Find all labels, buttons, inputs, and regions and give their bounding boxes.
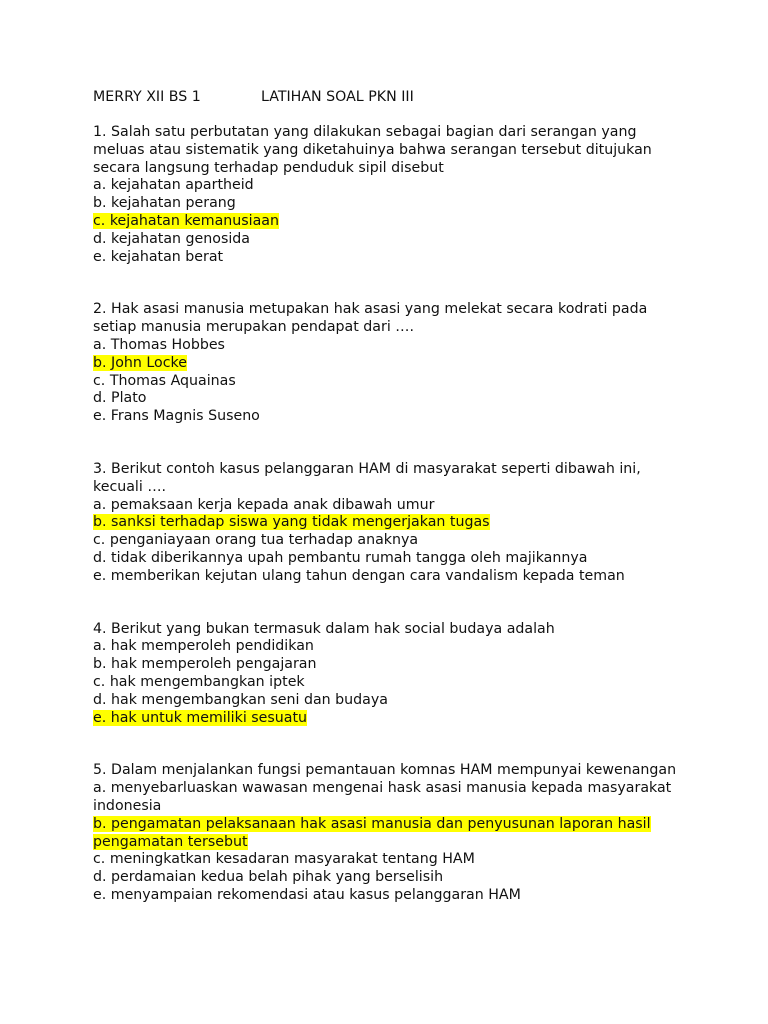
question-text: 4. Berikut yang bukan termasuk dalam hak social budaya adalah bbox=[93, 620, 555, 637]
option-b-answer bbox=[93, 514, 683, 532]
option-a: a. Thomas Hobbes bbox=[93, 336, 225, 353]
option-e: e. memberikan kejutan ulang tahun dengan cara vandalism kepada teman bbox=[93, 567, 625, 584]
option-c-answer bbox=[93, 213, 683, 231]
question-text: 2. Hak asasi manusia metupakan hak asasi yang melekat secara kodrati pada setiap manusia merupakan pendapat dari …. bbox=[93, 301, 648, 336]
option-e-answer bbox=[93, 710, 683, 728]
option-a: a. hak memperoleh pendidikan bbox=[93, 638, 314, 655]
option-b-answer bbox=[93, 816, 683, 852]
option-c: c. meningkatkan kesadaran masyarakat tentang HAM bbox=[93, 851, 475, 868]
question-1 bbox=[93, 124, 683, 266]
question-5 bbox=[93, 762, 683, 904]
option-d: d. Plato bbox=[93, 390, 147, 407]
option-b-answer bbox=[93, 355, 683, 373]
answer-highlight: b. sanksi terhadap siswa yang tidak mengerjakan tugas bbox=[93, 514, 490, 531]
option-d: d. perdamaian kedua belah pihak yang berselisih bbox=[93, 869, 444, 886]
header-student-name: MERRY XII BS 1 bbox=[93, 89, 201, 105]
option-a: a. menyebarluaskan wawasan mengenai hask asasi manusia kepada masyarakat indonesia bbox=[93, 780, 672, 814]
option-b: b. kejahatan perang bbox=[93, 195, 236, 212]
answer-highlight: e. hak untuk memiliki sesuatu bbox=[93, 709, 308, 726]
option-a: a. pemaksaan kerja kepada anak dibawah umur bbox=[93, 496, 435, 513]
question-3 bbox=[93, 461, 683, 586]
document-header bbox=[93, 89, 683, 107]
option-c: c. hak mengembangkan iptek bbox=[93, 673, 305, 690]
option-e: e. Frans Magnis Suseno bbox=[93, 408, 260, 425]
document-content bbox=[93, 89, 683, 940]
answer-highlight: b. pengamatan pelaksanaan hak asasi manusia dan penyusunan laporan hasil pengamatan tersebut bbox=[93, 815, 651, 850]
answer-highlight: b. John Locke bbox=[93, 354, 187, 371]
option-b: b. hak memperoleh pengajaran bbox=[93, 656, 317, 673]
option-e: e. kejahatan berat bbox=[93, 248, 224, 265]
option-c: c. Thomas Aquainas bbox=[93, 372, 236, 389]
answer-highlight: c. kejahatan kemanusiaan bbox=[93, 212, 279, 229]
option-e: e. menyampaian rekomendasi atau kasus pelanggaran HAM bbox=[93, 886, 521, 903]
question-text: 3. Berikut contoh kasus pelanggaran HAM di masyarakat seperti dibawah ini, kecuali …. bbox=[93, 460, 641, 495]
option-d: d. kejahatan genosida bbox=[93, 230, 250, 247]
option-d: d. hak mengembangkan seni dan budaya bbox=[93, 691, 388, 708]
question-2 bbox=[93, 301, 683, 426]
question-text: 1. Salah satu perbutatan yang dilakukan sebagai bagian dari serangan yang meluas atau sistematik yang diketahuinya bahwa serangan tersebut ditujukan secara langsung terhadap penduduk sipil disebut bbox=[93, 124, 652, 176]
header-title: LATIHAN SOAL PKN III bbox=[261, 89, 414, 105]
question-text: 5. Dalam menjalankan fungsi pemantauan komnas HAM mempunyai kewenangan bbox=[93, 762, 677, 779]
option-c: c. penganiayaan orang tua terhadap anaknya bbox=[93, 532, 419, 549]
option-a: a. kejahatan apartheid bbox=[93, 177, 254, 194]
option-d: d. tidak diberikannya upah pembantu rumah tangga oleh majikannya bbox=[93, 549, 588, 566]
question-4 bbox=[93, 621, 683, 728]
